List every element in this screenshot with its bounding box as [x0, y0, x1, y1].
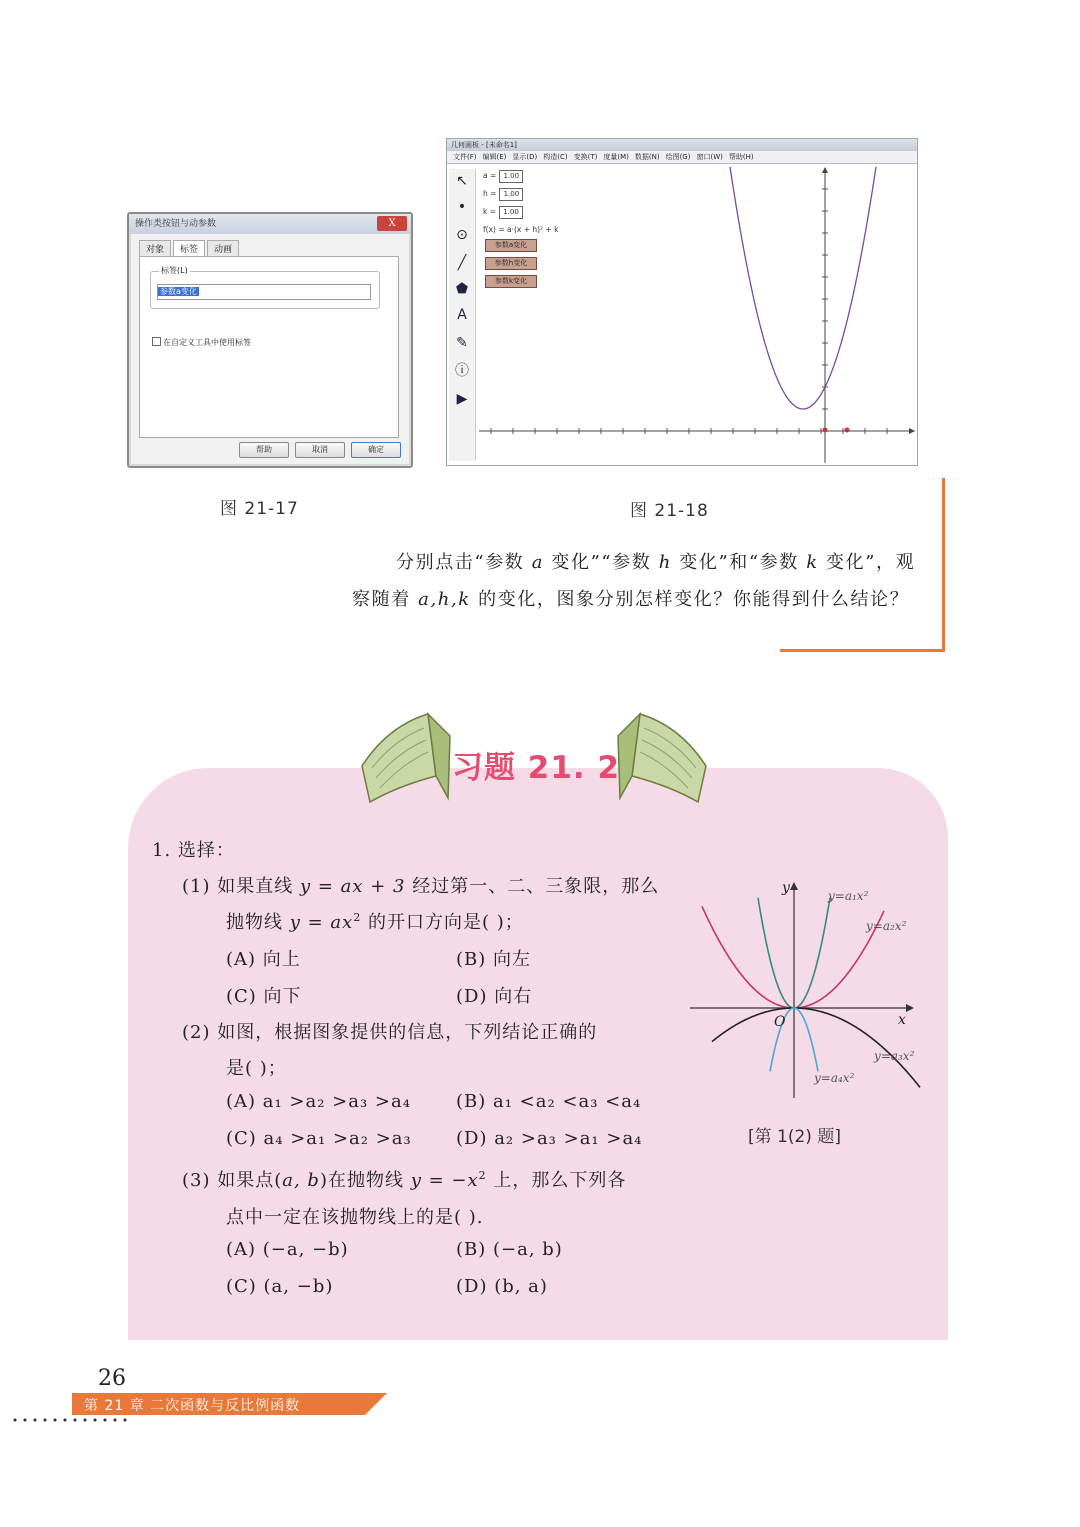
var-k: k: [806, 552, 819, 573]
exponent: 2: [353, 911, 362, 924]
tab-animation[interactable]: 动画: [207, 240, 239, 256]
exponent: 2: [478, 1169, 487, 1182]
dialog-title: 操作类按钮与动参数: [129, 214, 411, 234]
tab-object[interactable]: 对象: [139, 240, 171, 256]
vars-ahk: a,h,k: [418, 589, 471, 610]
checkbox-icon[interactable]: [152, 337, 161, 346]
unit-point: [845, 428, 850, 433]
menu-measure[interactable]: 度量(M): [603, 153, 629, 161]
param-a[interactable]: [483, 169, 558, 187]
origin-point: [823, 428, 828, 433]
x-axis-arrow: [909, 428, 915, 434]
label-a1: y=a₁x²: [828, 889, 869, 903]
q1-1-option-a: (A) 向上: [226, 949, 301, 970]
text: 的变化，图象分别怎样变化？你能得到什么结论？: [470, 589, 910, 610]
text: 变化”和“参数: [671, 552, 807, 573]
param-k-button[interactable]: 参数k变化: [485, 275, 537, 288]
curve-a2: [702, 906, 884, 1008]
fig-y-label: y: [782, 880, 790, 896]
parabola-curve: [730, 167, 876, 409]
point: a, b: [282, 1170, 320, 1191]
parameter-dialog: [127, 212, 413, 468]
checkbox-label: 在自定义工具中使用标签: [163, 338, 251, 347]
q1-3-option-d: (D) (b, a): [456, 1276, 548, 1297]
label-a2: y=a₂x²: [866, 919, 907, 933]
figure-caption-21-18: 图 21-18: [630, 501, 709, 521]
menu-window[interactable]: 窗口(W): [696, 153, 723, 161]
text: 上，那么下列各: [486, 1170, 627, 1191]
label-input[interactable]: [157, 284, 371, 300]
line-tool-icon[interactable]: ╱: [457, 255, 467, 271]
open-book-left-icon: [358, 706, 454, 806]
dialog-panel: [139, 256, 399, 438]
text: 抛物线: [226, 912, 290, 933]
close-icon[interactable]: X: [377, 216, 407, 231]
text-tool-icon[interactable]: A: [457, 307, 467, 323]
q1-3-line1: [182, 1166, 626, 1192]
cancel-button[interactable]: 取消: [295, 442, 345, 458]
param-k[interactable]: [483, 205, 558, 223]
custom-tool-checkbox[interactable]: [152, 337, 251, 348]
text: 经过第一、二、三象限，那么: [405, 876, 660, 897]
fig-x-arrow: [906, 1004, 914, 1012]
polygon-tool-icon[interactable]: ⬟: [455, 281, 469, 297]
param-k-value[interactable]: 1.00: [499, 206, 523, 219]
param-h-button[interactable]: 参数h变化: [485, 257, 537, 270]
parabolas-figure: [688, 880, 938, 1100]
text: 变化”，观: [818, 552, 916, 573]
param-a-name: a =: [483, 171, 497, 180]
figure-caption-q1-2: [第 1(2) 题]: [748, 1127, 841, 1147]
var-h: h: [658, 552, 672, 573]
side-bracket-horizontal: [780, 649, 945, 652]
text: 察随着: [352, 589, 419, 610]
chapter-title: 第 21 章 二次函数与反比例函数: [84, 1398, 301, 1414]
menu-file[interactable]: 文件(F): [453, 153, 477, 161]
dotted-rule: [10, 1417, 132, 1423]
open-book-right-icon: [614, 706, 710, 806]
q1-3-option-b: (B) (−a, b): [456, 1239, 563, 1260]
menu-graph[interactable]: 绘图(G): [665, 153, 691, 161]
text: 变化”“参数: [544, 552, 659, 573]
tab-label[interactable]: 标签: [173, 240, 205, 256]
fig-y-arrow: [790, 882, 798, 890]
equation: y = ax: [289, 912, 354, 933]
q1-1-option-b: (B) 向左: [456, 949, 531, 970]
custom-tool-icon[interactable]: ▶: [456, 391, 468, 407]
arrow-tool-icon[interactable]: ↖: [456, 173, 468, 189]
param-h-value[interactable]: 1.00: [499, 188, 523, 201]
exercise-title: 习题 21. 2: [452, 750, 621, 786]
q1-3-line2: 点中一定在该抛物线上的是( ).: [226, 1207, 484, 1228]
compass-tool-icon[interactable]: ⊙: [456, 227, 468, 243]
toolbox: [449, 169, 476, 461]
app-title: 几何画板 - [未命名1]: [447, 139, 917, 151]
q1-1-line2: [226, 908, 524, 934]
param-a-button[interactable]: 参数a变化: [485, 239, 537, 252]
fig-origin-label: O: [774, 1014, 786, 1030]
question-1-heading: 1. 选择：: [152, 840, 235, 861]
menu-data[interactable]: 数据(N): [634, 153, 660, 161]
ok-button[interactable]: 确定: [351, 442, 401, 458]
text: (3) 如果点(: [182, 1170, 283, 1191]
dialog-buttons: [233, 442, 401, 458]
q1-2-line2: 是( )；: [226, 1058, 287, 1079]
menu-construct[interactable]: 构造(C): [543, 153, 568, 161]
label-group: [150, 266, 380, 309]
q1-1-line1: [182, 872, 659, 898]
param-h[interactable]: [483, 187, 558, 205]
var-a: a: [531, 552, 545, 573]
text: 分别点击“参数: [396, 552, 532, 573]
paragraph-line-2: [352, 585, 909, 611]
figure-caption-21-17: 图 21-17: [220, 499, 299, 519]
equation: y = −x: [410, 1170, 479, 1191]
y-axis-arrow: [822, 167, 828, 173]
q1-1-option-c: (C) 向下: [226, 986, 302, 1007]
q1-1-option-d: (D) 向右: [456, 986, 533, 1007]
text: 的开口方向是( )；: [361, 912, 524, 933]
equation: y = ax + 3: [299, 876, 406, 897]
fig-x-label: x: [898, 1012, 906, 1028]
menu-edit[interactable]: 编辑(E): [482, 153, 507, 161]
param-a-value[interactable]: 1.00: [499, 170, 523, 183]
label-a4: y=a₄x²: [814, 1071, 855, 1085]
info-tool-icon[interactable]: ⓘ: [455, 363, 469, 379]
q1-2-line1: (2) 如图，根据图象提供的信息，下列结论正确的: [182, 1022, 598, 1043]
label-a3: y=a₃x²: [874, 1049, 915, 1063]
q1-2-option-a: (A) a₁ >a₂ >a₃ >a₄: [226, 1091, 411, 1112]
label-group-title: 标签(L): [161, 266, 188, 275]
q1-3-option-a: (A) (−a, −b): [226, 1239, 349, 1260]
parameters-panel: [483, 169, 558, 288]
label-input-value[interactable]: 参数a变化: [160, 287, 197, 296]
side-bracket-vertical: [942, 478, 945, 652]
paragraph-line-1: [396, 548, 915, 574]
page-number: 26: [98, 1366, 126, 1391]
q1-2-option-d: (D) a₂ >a₃ >a₁ >a₄: [456, 1128, 643, 1149]
menu-display[interactable]: 显示(D): [512, 153, 538, 161]
text: (1) 如果直线: [182, 876, 300, 897]
q1-2-option-c: (C) a₄ >a₁ >a₂ >a₃: [226, 1128, 412, 1149]
marker-tool-icon[interactable]: ✎: [456, 335, 468, 351]
text: )在抛物线: [319, 1170, 411, 1191]
sketchpad-window: [446, 138, 918, 466]
menu-transform[interactable]: 变换(T): [573, 153, 598, 161]
function-formula: f(x) = a·(x + h)² + k: [483, 225, 559, 234]
param-h-name: h =: [483, 189, 497, 198]
menu-help[interactable]: 帮助(H): [728, 153, 754, 161]
help-button[interactable]: 帮助: [239, 442, 289, 458]
param-k-name: k =: [483, 207, 497, 216]
q1-3-option-c: (C) (a, −b): [226, 1276, 334, 1297]
dialog-tabs: [139, 240, 241, 256]
point-tool-icon[interactable]: •: [457, 199, 467, 215]
q1-2-option-b: (B) a₁ <a₂ <a₃ <a₄: [456, 1091, 642, 1112]
